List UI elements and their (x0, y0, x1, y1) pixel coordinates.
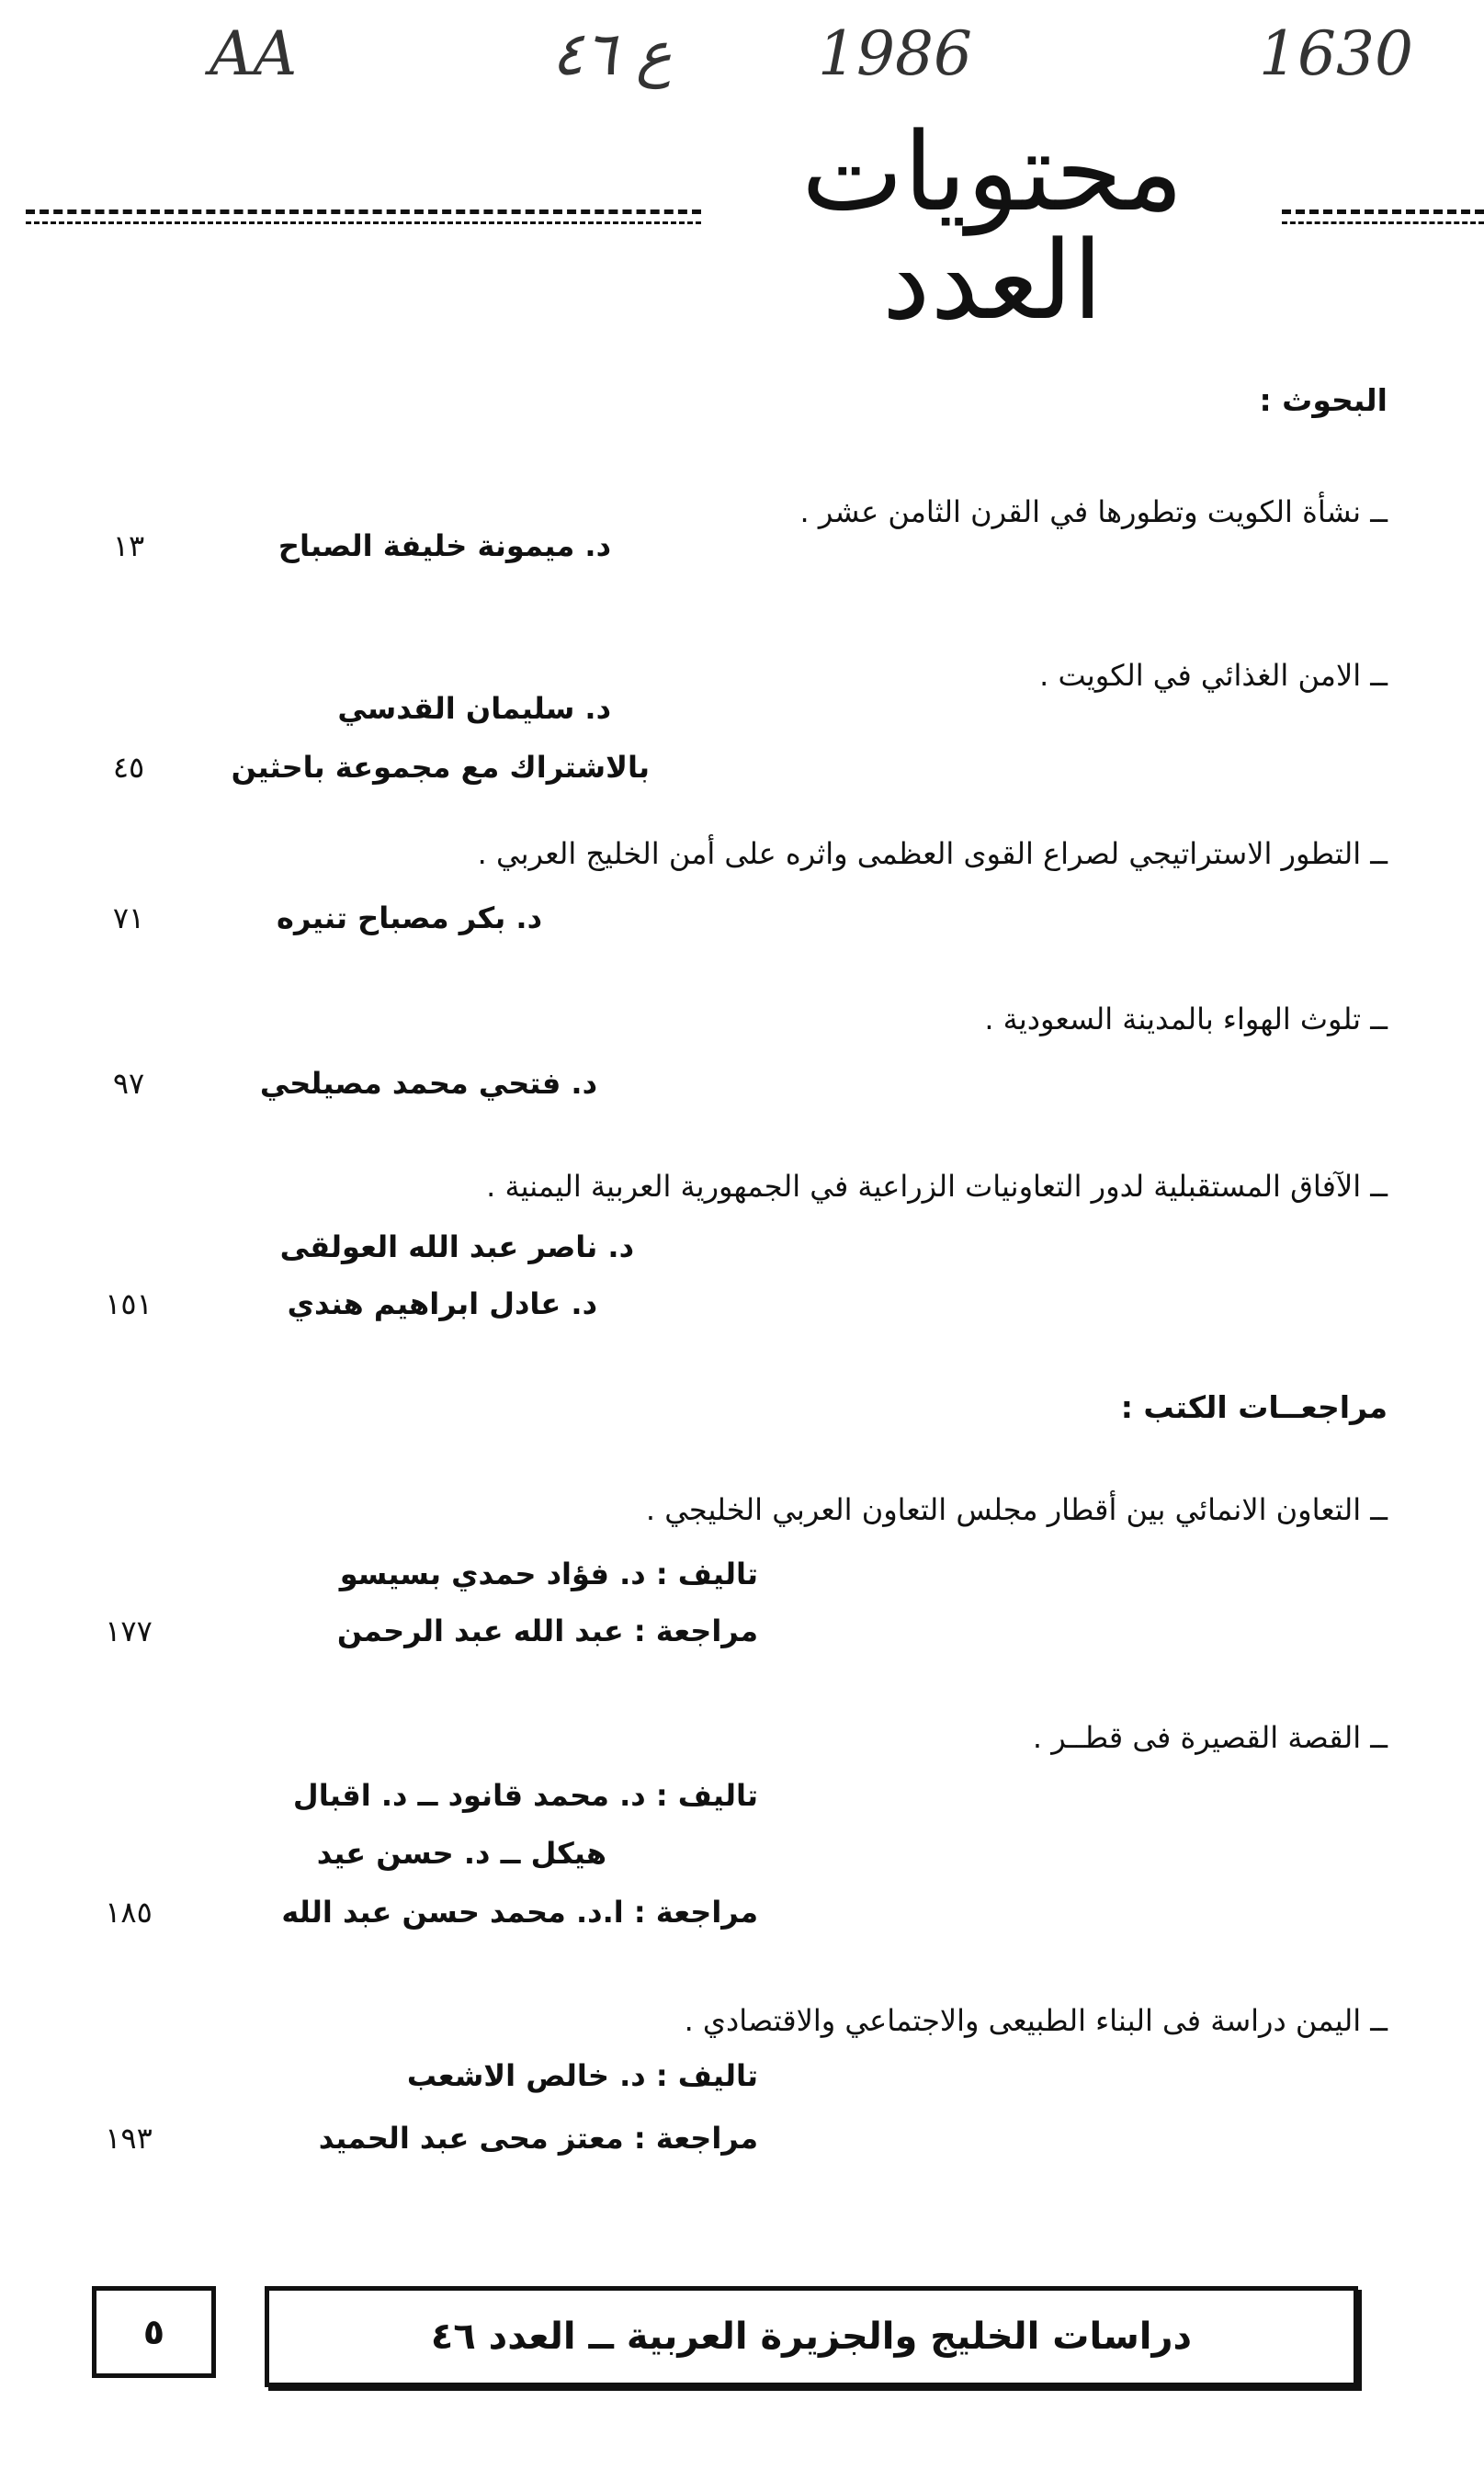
review-title: ــ القصة القصيرة فى قطــر . (1032, 1720, 1388, 1755)
footer-page-number: ٥ (92, 2286, 216, 2378)
review-line: تاليف : د. خالص الاشعب (406, 2058, 758, 2093)
review-page: ١٩٣ (105, 2121, 153, 2156)
research-title: ــ الامن الغذائي في الكويت . (1039, 658, 1388, 693)
research-page: ١٥١ (105, 1286, 153, 1321)
review-page: ١٨٥ (105, 1895, 153, 1930)
handwritten-note-issue: ع ٤٦ (551, 18, 673, 89)
review-line: هيكل ــ د. حسن عيد (316, 1836, 606, 1871)
review-page: ١٧٧ (105, 1613, 153, 1648)
research-author: د. ميمونة خليفة الصباح (278, 528, 611, 563)
research-page: ١٣ (112, 528, 145, 563)
review-line: مراجعة : ا.د. محمد حسن عبد الله (281, 1895, 758, 1930)
research-author: د. بكر مصباح تنيره (277, 900, 542, 935)
research-title: ــ نشأة الكويت وتطورها في القرن الثامن عشر . (799, 494, 1388, 529)
handwritten-note-aa: AA (210, 18, 298, 89)
research-title: ــ التطور الاستراتيجي لصراع القوى العظمى واثره على أمن الخليج العربي . (477, 836, 1388, 871)
research-author: د. فتحي محمد مصيلحي (259, 1066, 597, 1101)
research-author: د. عادل ابراهيم هندي (287, 1286, 597, 1321)
handwritten-note-year: 1986 (818, 18, 972, 89)
research-author: د. ناصر عبد الله العولقى (279, 1229, 634, 1264)
review-line: مراجعة : معتز محى عبد الحميد (318, 2121, 758, 2156)
handwritten-note-ref: 1630 (1259, 18, 1413, 89)
footer-journal-title: دراسات الخليج والجزيرة العربية ــ العدد ٤٦ (265, 2286, 1358, 2387)
title-rule-right (1282, 209, 1484, 224)
research-title: ــ الآفاق المستقبلية لدور التعاونيات الزراعية في الجمهورية العربية اليمنية . (486, 1169, 1388, 1204)
page-title: محتويات العدد (801, 108, 1184, 344)
section-research-label: البحوث : (1259, 382, 1388, 418)
research-page: ٧١ (112, 900, 145, 935)
research-author: بالاشتراك مع مجموعة باحثين (231, 750, 650, 785)
review-line: تاليف : د. فؤاد حمدي بسيسو (339, 1557, 758, 1591)
review-line: مراجعة : عبد الله عبد الرحمن (336, 1613, 758, 1648)
section-reviews-label: مراجعــات الكتب : (1120, 1389, 1388, 1425)
research-page: ٤٥ (112, 750, 145, 785)
research-author: د. سليمان القدسي (337, 691, 611, 726)
review-line: تاليف : د. محمد قانود ــ د. اقبال (292, 1778, 758, 1813)
review-title: ــ اليمن دراسة فى البناء الطبيعى والاجتماعي والاقتصادي . (684, 2003, 1388, 2038)
research-title: ــ تلوث الهواء بالمدينة السعودية . (984, 1002, 1388, 1036)
research-page: ٩٧ (112, 1066, 145, 1101)
title-rule-left (26, 209, 701, 224)
review-title: ــ التعاون الانمائي بين أقطار مجلس التعاون العربي الخليجي . (645, 1492, 1388, 1527)
